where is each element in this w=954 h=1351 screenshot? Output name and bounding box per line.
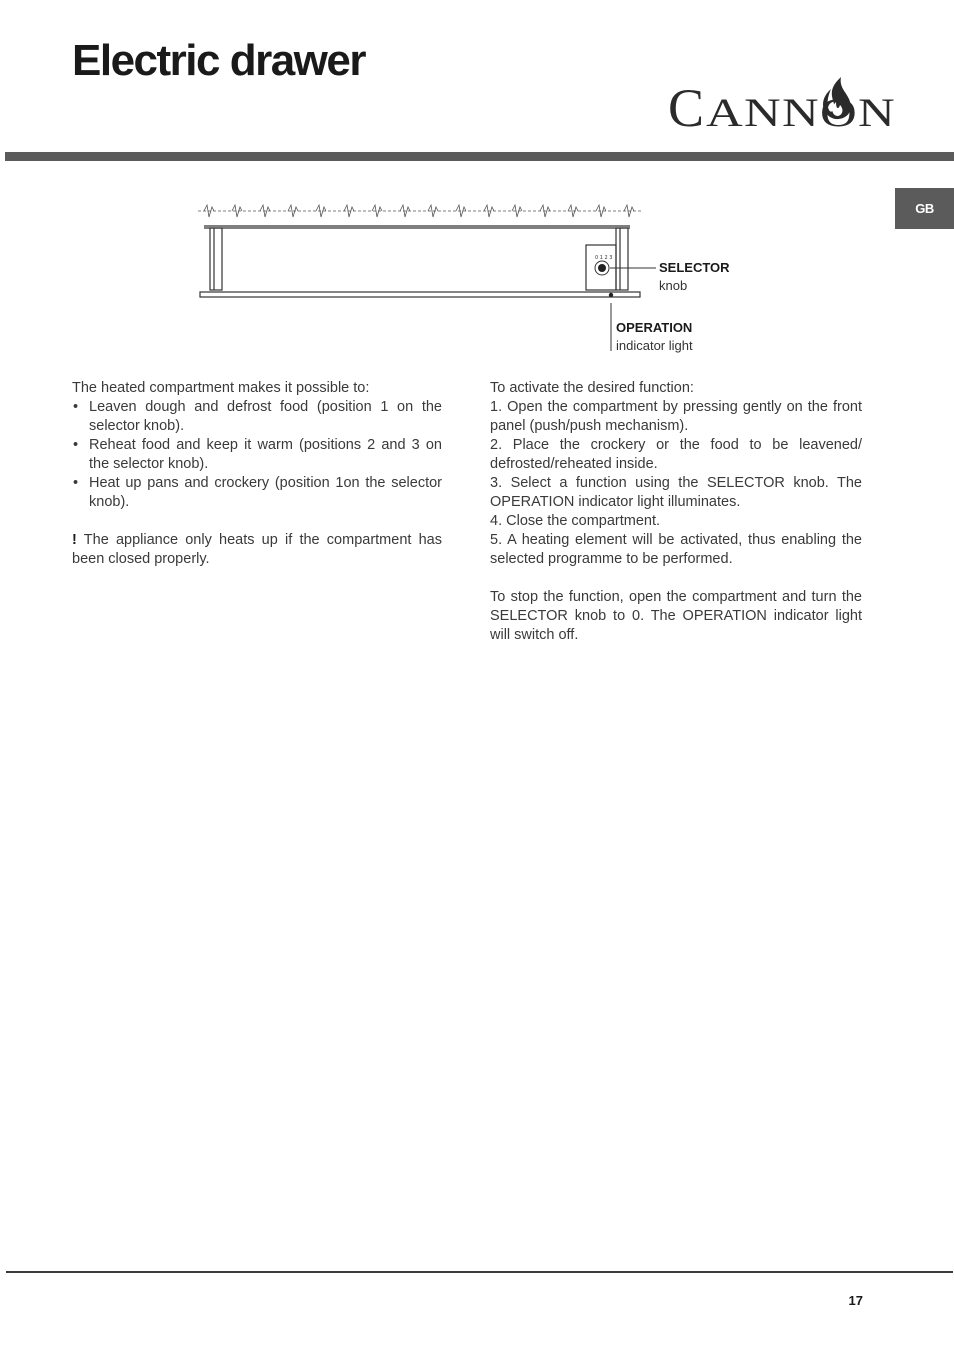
heat-zigzag: [198, 205, 642, 217]
step-1: 1. Open the compartment by pressing gently on the front panel (push/push mechanism).: [490, 399, 862, 434]
stop-instructions: To stop the function, open the compartment and turn the SELECTOR knob to 0. The OPERATION indicator light will switch off.: [490, 589, 862, 643]
right-column: [490, 379, 862, 645]
capability-list: [72, 398, 442, 512]
operation-subtext: indicator light: [616, 338, 693, 353]
svg-text:ANNON: ANNON: [706, 90, 896, 132]
step-4: 4. Close the compartment.: [490, 513, 661, 529]
svg-text:0 1 2 3: 0 1 2 3: [595, 255, 613, 261]
left-column: [72, 379, 442, 569]
warning-text: The appliance only heats up if the compartment has been closed properly.: [72, 532, 442, 567]
right-intro: To activate the desired function:: [490, 380, 694, 396]
left-intro: The heated compartment makes it possible to:: [72, 380, 370, 396]
warning-note: [72, 531, 442, 569]
cannon-logo: [668, 74, 900, 132]
operation-leader-line: [608, 305, 612, 351]
list-item: • Reheat food and keep it warm (positions 2 and 3 on the selector knob).: [72, 436, 442, 474]
operation-callout: [616, 319, 693, 355]
step-3: 3. Select a function using the SELECTOR knob. The OPERATION indicator light illuminates.: [490, 475, 862, 510]
operation-light-icon: [609, 293, 613, 305]
selector-knob-icon: [595, 255, 656, 275]
drawer-diagram: [190, 195, 660, 305]
list-item: • Heat up pans and crockery (position 1on the selector knob).: [72, 474, 442, 512]
language-tab: GB: [895, 188, 954, 229]
footer-rule: [6, 1271, 953, 1273]
selector-callout: [659, 259, 730, 295]
step-2: 2. Place the crockery or the food to be leavened/ defrosted/reheated inside.: [490, 437, 862, 472]
selector-subtext: knob: [659, 278, 688, 293]
selector-heading: SELECTOR: [659, 260, 730, 275]
drawer-body: [200, 226, 640, 297]
page-title: Electric drawer: [72, 36, 365, 85]
header-rule: [5, 152, 954, 161]
list-item: • Leaven dough and defrost food (position 1 on the selector knob).: [72, 398, 442, 436]
svg-text:C: C: [668, 78, 705, 132]
warning-icon: !: [72, 532, 77, 548]
step-5: 5. A heating element will be activated, thus enabling the selected programme to be performed.: [490, 532, 862, 567]
page-number: 17: [848, 1293, 863, 1308]
operation-heading: OPERATION: [616, 320, 693, 335]
